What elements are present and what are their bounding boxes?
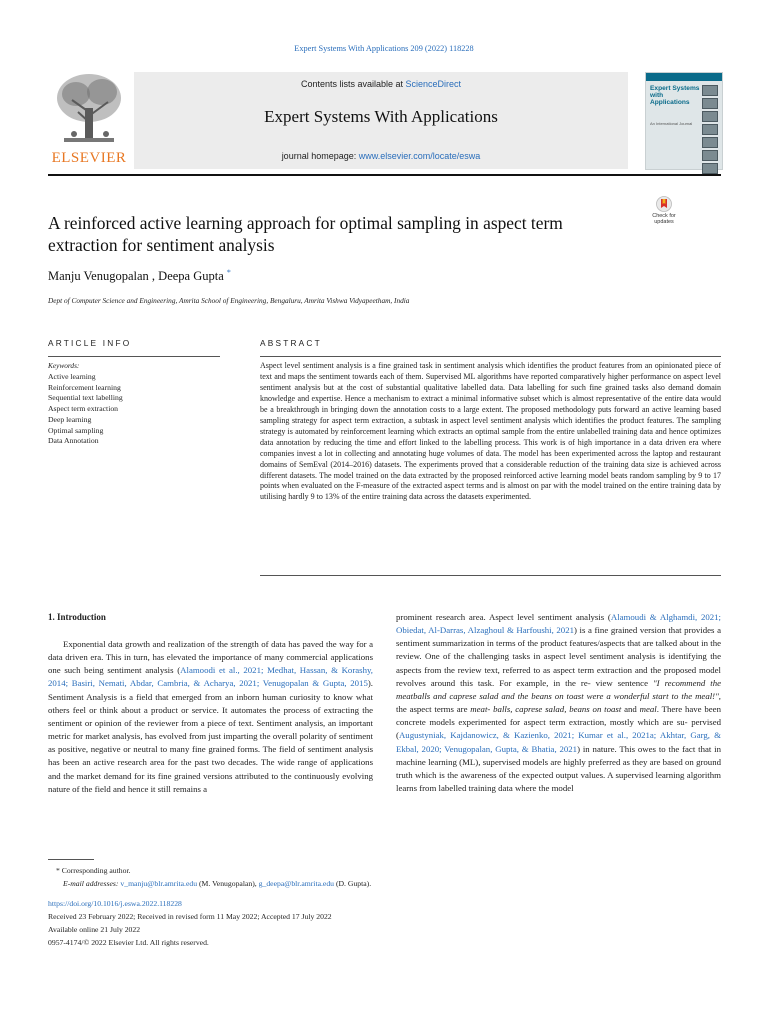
- author-affiliation: Dept of Computer Science and Engineering, Amrita School of Engineering, Bengaluru, Amrita Vishwa Vidyapeetham, India: [48, 296, 410, 305]
- aspect-term-meal: meal: [639, 704, 657, 715]
- keyword-item: Active learning: [48, 372, 96, 381]
- email-link-1[interactable]: v_manju@blr.amrita.edu: [120, 879, 198, 888]
- body-text: prominent research area. Aspect level sentiment analysis (: [396, 612, 611, 622]
- running-header[interactable]: Expert Systems With Applications 209 (2022) 118228: [294, 44, 474, 53]
- example-quote: "I recommend the meatballs and caprese salad and the beans on toast were a wonderful start to the meal!": [396, 677, 721, 701]
- journal-homepage-line: [134, 151, 628, 161]
- elsevier-tree-icon: [54, 72, 124, 148]
- cover-top-strip: [646, 73, 722, 81]
- body-text: ). Sentiment Analysis is a field that emerged from an inborn human curiosity to know what others feel or think about a product or service. It automates the process of extracting the sentiment or opinion of the reviewer from a piece of text. Sentiment analysis, an important metric for market analysis, has evolved from just imparting the overall polarity of sentiment as positive, negative or neutral to many fine grained forms. The field of sentiment analysis has been an active research area for the past two decades. The wide range of applications and the market demand for its fine grained versions attributed to the continuously evolving nature of the field and hence it still remains a: [48, 678, 373, 794]
- article-info-heading: ARTICLE INFO: [48, 338, 132, 348]
- journal-cover-thumbnail[interactable]: [645, 72, 723, 170]
- sciencedirect-link[interactable]: ScienceDirect: [405, 79, 462, 89]
- corresponding-author-note: * Corresponding author.: [56, 866, 131, 875]
- body-text: Exponential data growth and realization of the strength of data has paved the way for a data driven era. This in turn, has elevated the importance of many commercial applications one such being sentiment analysis (: [48, 639, 373, 676]
- body-text: , the aspect terms are: [396, 690, 721, 715]
- citation-link[interactable]: Alamoudi & Alghamdi, 2021; Obiedat, Al-Darras, Alzaghoul & Harfoushi, 2021: [396, 612, 721, 636]
- abstract-text: Aspect level sentiment analysis is a fine grained task in sentiment analysis which identifies the product features from an opinionated piece of text and maps the sentiment towards each of them. Supervised ML algorithms have reported comparatively higher performance on aspect level sentiment analysis but at the cost of substantial qualitative labelled data. Data labelling for such fine grained tasks also demand domain knowledge and expertise. Hence a mechanism to extract a minimal informative subset which is almost representative of the entire data would be a breakthrough in bringing down the annotation costs to a large extent. The proposed methodology puts forward an active learning based sampling strategy for aspect term extraction, a subtask in aspect level sentiment analysis which identifies the product features. The sampling strategy is automated by reinforcement learning which extracts an optimal sample from the entire unlabelled training data and hence optimizes data annotation by reducing the time and effort linked to the labelling process. This work is of high importance in a data driven era where companies invest a lot in collecting and annotating huge volumes of data. The model has been experimented across the laptop and restaurant domains of SemEval (2014–2016) datasets. The experiments proved that a considerable reduction of the training data size is achieved across different datasets. The model trained on the data extracted by the proposed reinforced active learning model beats random sampling by 9 to 17 points when evaluated on the F-measure of the extracted aspect terms and is almost on par with the model trained on the entire training data by utilising hardly 9 to 13% of the entire training data across the datasets experimented.: [260, 361, 721, 502]
- keyword-item: Optimal sampling: [48, 425, 104, 435]
- keyword-item: Deep learning: [48, 414, 92, 424]
- cover-title: Expert Systems with Applications: [650, 85, 700, 106]
- authors-text: Manju Venugopalan , Deepa Gupta: [48, 269, 224, 284]
- body-text: and: [621, 704, 640, 715]
- email-addresses: [63, 879, 371, 888]
- citation-link[interactable]: Augustyniak, Kajdanowicz, & Kazienko, 2021; Kumar et al., 2021a; Akhtar, Garg, & Ekbal, 2020; Venugopalan, Gupta, & Bhatia, 2021: [396, 730, 721, 754]
- doi-link[interactable]: https://doi.org/10.1016/j.eswa.2022.118228: [48, 899, 182, 908]
- abstract-heading: ABSTRACT: [260, 338, 322, 348]
- copyright-notice: 0957-4174/© 2022 Elsevier Ltd. All rights reserved.: [48, 938, 209, 947]
- keyword-item: Sequential text labelling: [48, 393, 123, 403]
- journal-homepage-link[interactable]: www.elsevier.com/locate/eswa: [358, 151, 481, 161]
- contents-prefix: Contents lists available at: [300, 79, 406, 89]
- keyword-item: Reinforcement learning: [48, 382, 121, 392]
- received-dates: Received 23 February 2022; Received in revised form 11 May 2022; Accepted 17 July 2022: [48, 912, 332, 921]
- body-text: ) in nature. This owes to the fact that in machine learning (ML), supervised models are highly preferred as they are based on ground truth which is the awareness of the expected output values. A supervised learning algorithm learns from labelled training data where the model: [396, 743, 722, 794]
- author-list: [48, 268, 231, 284]
- keyword-item: Aspect term extraction: [48, 404, 119, 414]
- email-owner-2: (D. Gupta).: [334, 879, 372, 888]
- body-text: ) is a fine grained version that provides a sentiment summarization in terms of the product features/aspects that are talked about in the review. One of the challenging tasks in aspect level sentiment analysis is identifying the aspects from the review text, referred to as aspect term extraction and the proposed model revolves around this task. For example, in the re- view sentence: [396, 625, 721, 688]
- homepage-prefix: journal homepage:: [281, 151, 359, 161]
- email-link-2[interactable]: g_deepa@blr.amrita.edu: [258, 879, 335, 888]
- article-title: A reinforced active learning approach for optimal sampling in aspect term extraction for sentiment analysis: [48, 213, 563, 255]
- contents-line: [134, 79, 628, 89]
- keywords-list: [48, 372, 123, 447]
- cover-image-grid: [702, 85, 718, 165]
- email-owner-1: (M. Venugopalan),: [197, 879, 259, 888]
- elsevier-logo[interactable]: [48, 72, 130, 166]
- footnote-divider: [48, 859, 94, 860]
- check-for-updates-badge[interactable]: [645, 196, 683, 232]
- body-text: . There have been concrete models experimented for aspect term extraction, mostly which are su- pervised (: [396, 704, 721, 741]
- keywords-label: Keywords:: [48, 361, 80, 370]
- cover-subtitle: An International Journal: [650, 121, 693, 126]
- email-label: E-mail addresses:: [63, 879, 121, 888]
- corresponding-author-mark[interactable]: *: [226, 268, 231, 277]
- available-online-date: Available online 21 July 2022: [48, 925, 141, 934]
- abstract-bottom-divider: [260, 575, 721, 576]
- journal-title: Expert Systems With Applications: [264, 107, 498, 126]
- body-column-right: [396, 611, 721, 795]
- aspect-terms: meat- balls, caprese salad, beans on toast: [470, 704, 622, 715]
- publisher-name: ELSEVIER: [51, 150, 127, 166]
- section-heading-introduction: 1. Introduction: [48, 612, 106, 622]
- masthead-divider: [48, 174, 721, 176]
- keyword-item: Data Annotation: [48, 436, 99, 446]
- check-updates-label: Check for updates: [652, 213, 676, 225]
- citation-link[interactable]: Alamoodi et al., 2021; Medhat, Hassan, & Korashy, 2014; Basiri, Nemati, Abdar, Cambria, & Acharya, 2021; Venugopalan & Gupta, 2015: [48, 665, 374, 689]
- abstract-divider: [260, 356, 721, 357]
- article-info-divider: [48, 356, 220, 357]
- body-column-left: [48, 638, 373, 796]
- bookmark-check-icon: [656, 196, 672, 212]
